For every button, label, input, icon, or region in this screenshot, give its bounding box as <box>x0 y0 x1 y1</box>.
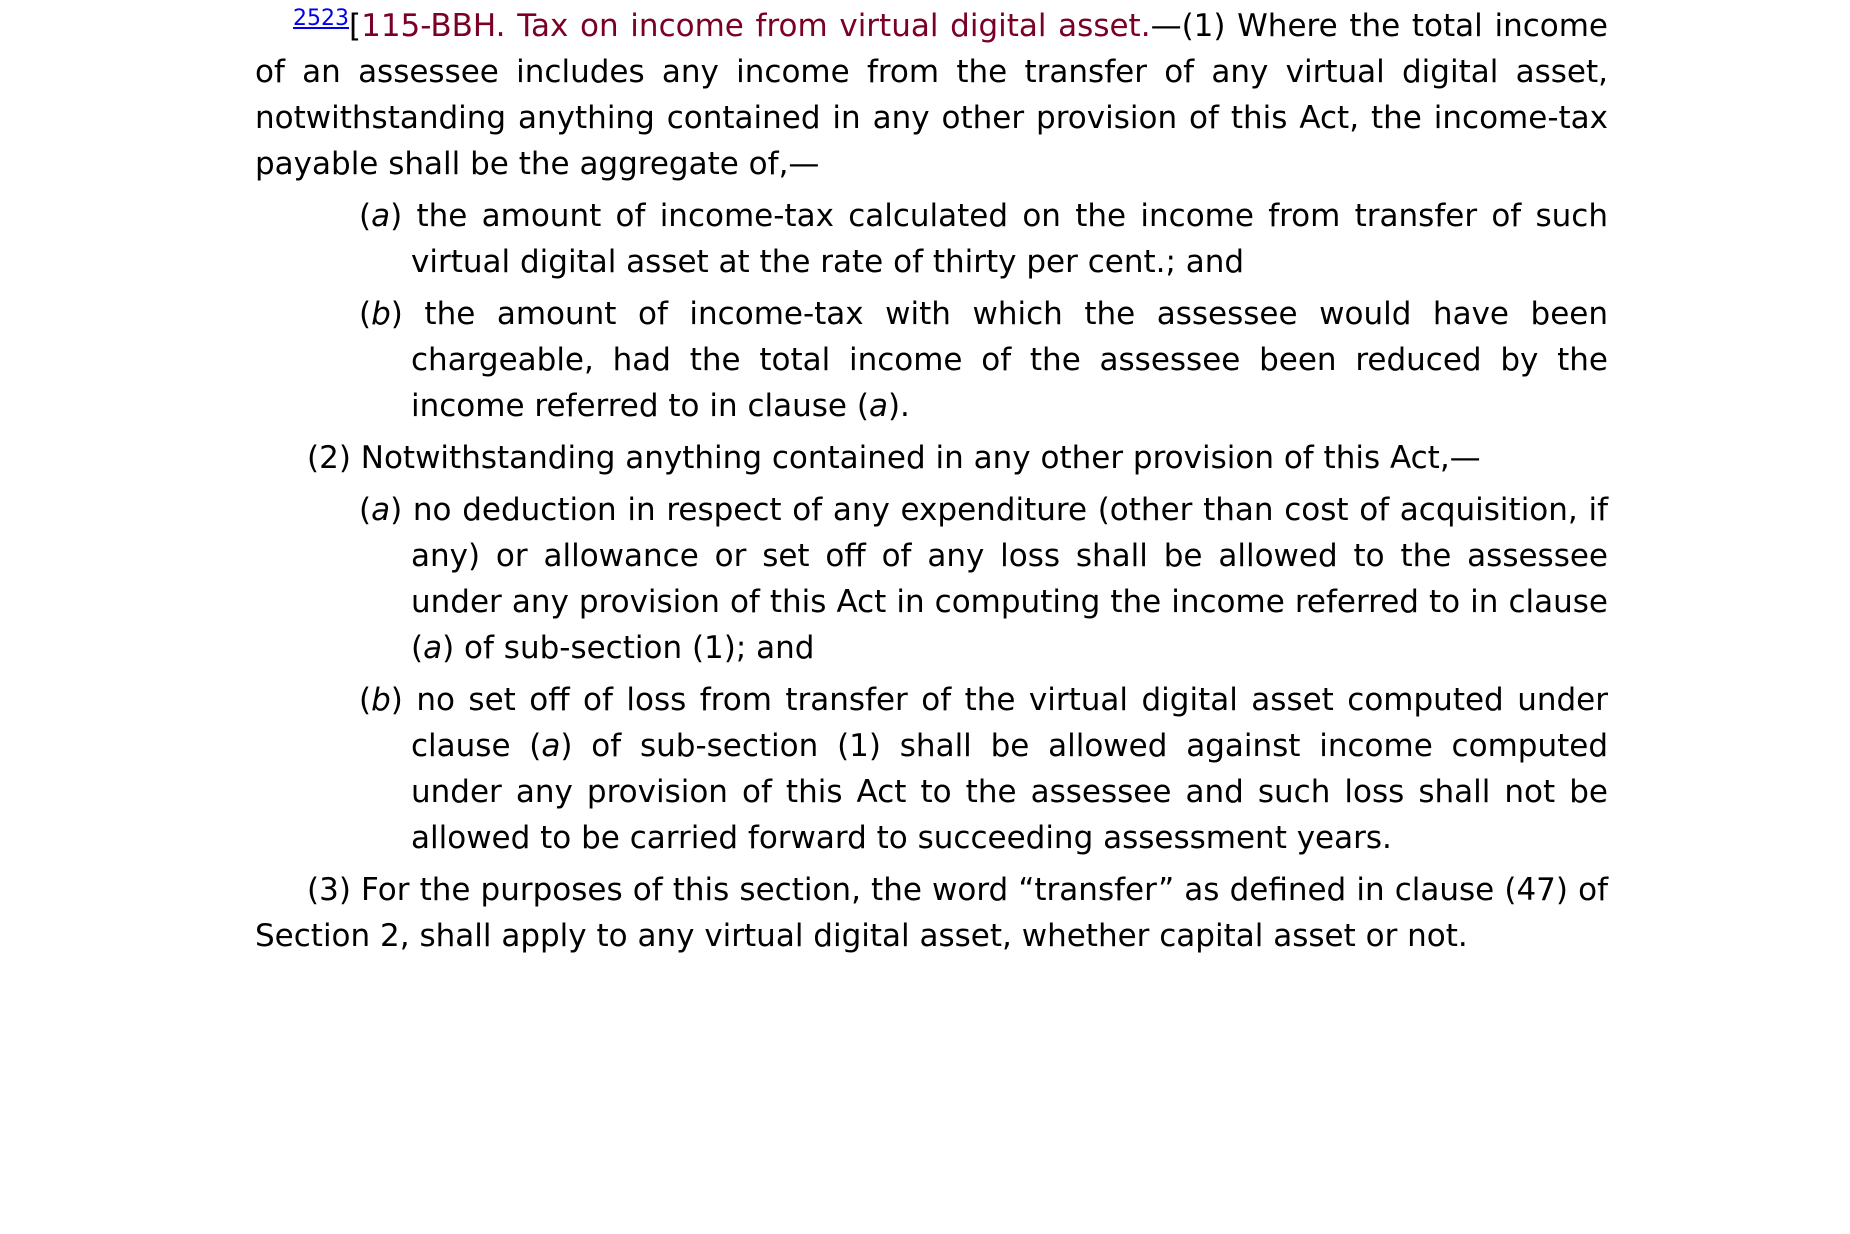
clause-text: ). <box>887 388 910 424</box>
clause-text: ) the amount of income-tax with which the assessee would have been chargeable, had the total income of the assessee been reduced by the income referred to in clause ( <box>390 296 1608 424</box>
clause-text: ) of sub-section (1); and <box>442 630 815 666</box>
clause-letter: a <box>371 492 391 528</box>
clause-text: ( <box>359 682 372 718</box>
clause-text: ) no deduction in respect of any expenditure (other than cost of acquisition, if any) or allowance or set off of any loss shall be allowed to the assessee under any provision of this Act in computing the income referred to in clause ( <box>390 492 1608 666</box>
subsection-2 <box>255 435 1608 481</box>
clause-1b <box>359 291 1608 429</box>
opening-bracket: [ <box>349 8 362 44</box>
clause-text: ( <box>359 492 372 528</box>
clause-letter: b <box>371 296 391 332</box>
statute-document <box>255 3 1608 965</box>
clause-letter: a <box>423 630 443 666</box>
section-title: 115-BBH. Tax on income from virtual digital asset. <box>361 8 1151 44</box>
clause-2a <box>359 487 1608 671</box>
clause-letter: b <box>371 682 391 718</box>
clause-text: ) the amount of income-tax calculated on the income from transfer of such virtual digital asset at the rate of thirty per cent.; and <box>390 198 1608 280</box>
clause-letter: a <box>371 198 391 234</box>
subsection-1 <box>255 3 1608 187</box>
clause-text: ) of sub-section (1) shall be allowed against income computed under any provision of this Act to the assessee and such loss shall not be allowed to be carried forward to succeeding assessment years. <box>411 728 1608 856</box>
clause-text: ) no set off of loss from transfer of the virtual digital asset computed under clause ( <box>390 682 1608 764</box>
clause-2b <box>359 677 1608 861</box>
subsection-3 <box>255 867 1608 959</box>
clause-text: ( <box>359 198 372 234</box>
clause-letter: a <box>868 388 888 424</box>
clause-letter: a <box>541 728 561 764</box>
clause-text: (2) Notwithstanding anything contained in any other provision of this Act,— <box>307 440 1481 476</box>
clause-text: (3) For the purposes of this section, the word “transfer” as defined in clause (47) of Section 2, shall apply to any virtual digital asset, whether capital asset or not. <box>255 872 1608 954</box>
section-body <box>255 193 1608 959</box>
clause-text: ( <box>359 296 372 332</box>
subsection-1-text: —(1) Where the total income of an assessee includes any income from the transfer of any virtual digital asset, notwithstanding anything contained in any other provision of this Act, the income-tax payable shall be the aggregate of,— <box>255 8 1608 182</box>
clause-1a <box>359 193 1608 285</box>
footnote-link[interactable]: 2523 <box>293 6 349 31</box>
